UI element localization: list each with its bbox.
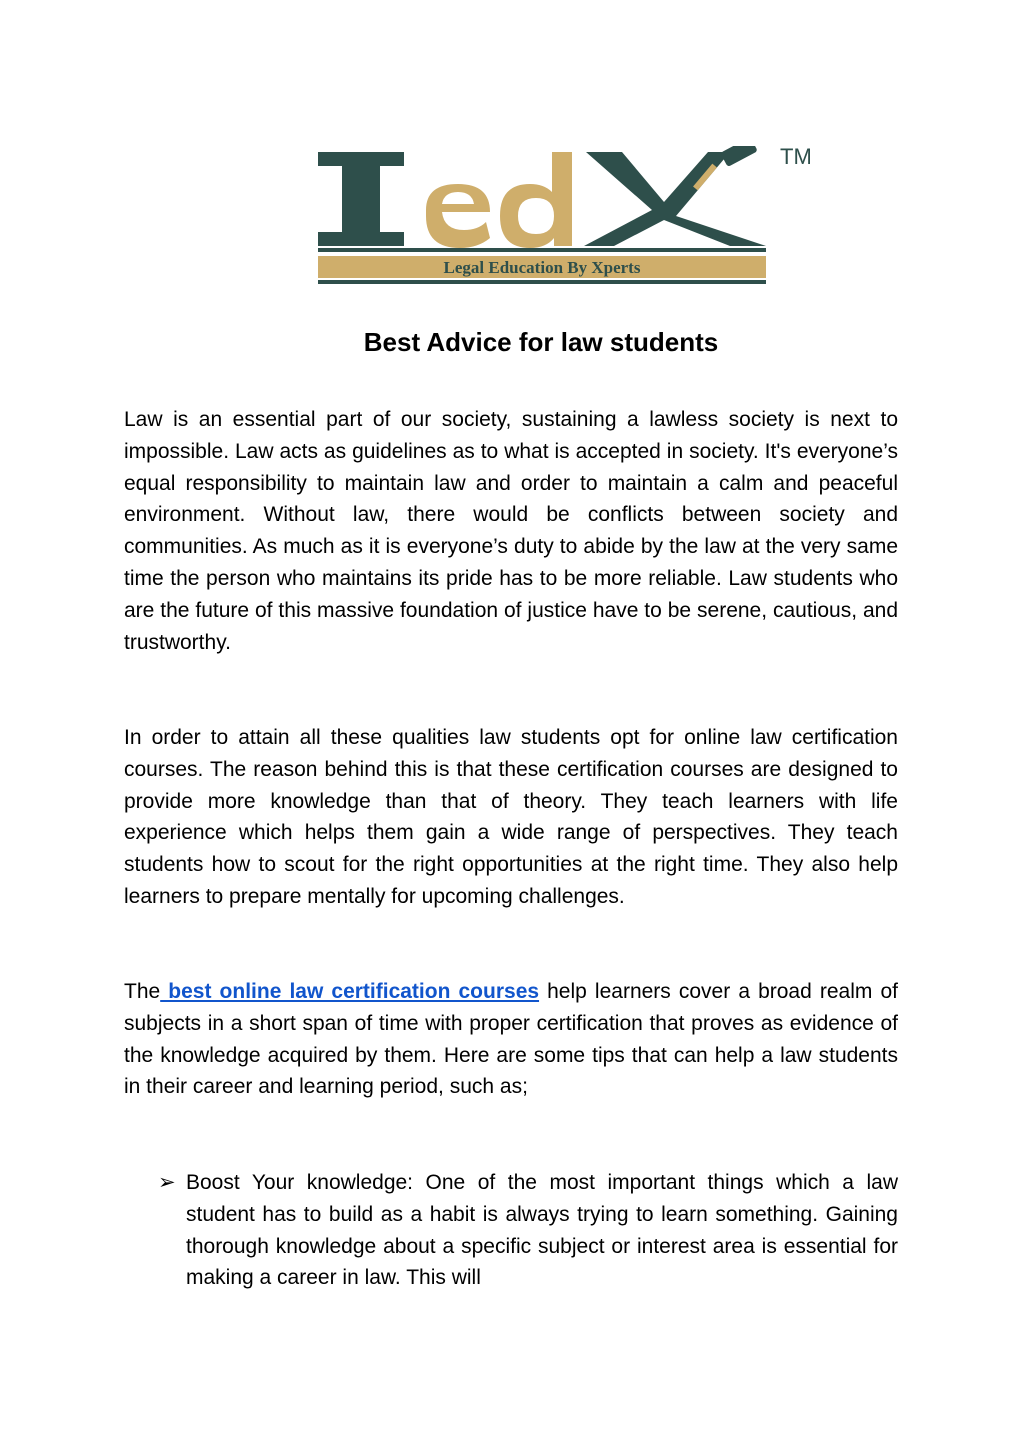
arrow-bullet-icon: ➢ — [158, 1171, 176, 1194]
logo-tagline: Legal Education By Xperts — [443, 258, 641, 277]
logo-trademark: TM — [780, 146, 810, 169]
list-item — [158, 1167, 898, 1294]
paragraph-certification: In order to attain all these qualities law students opt for online law certification courses. The reason behind this is that these certification courses are designed to provide more knowledge than that of theory. They teach learners with life experience which helps them gain a wide range of perspectives. They teach students how to scout for the right opportunities at the right time. They also help learners to prepare mentally for upcoming challenges. — [124, 726, 898, 908]
paragraph-courses — [124, 976, 898, 1103]
paragraph-courses-end: help learners cover a broad realm of subjects in a short span of time with proper certification that proves as evidence of the knowledge acquired by them. Here are some tips that can help a law students in their career and learning period, such as; — [124, 980, 898, 1099]
paragraph-intro: Law is an essential part of our society, sustaining a lawless society is next to impossible. Law acts as guidelines as to what is accepted in society. It's everyone’s equal responsibility to maintain law and order to maintain a calm and peaceful environment. Without law, there would be conflicts between society and communities. As much as it is everyone’s duty to abide by the law at the very same time the person who maintains its pride has to be more reliable. Law students who are the future of this massive foundation of justice have to be serene, cautious, and trustworthy. — [124, 408, 898, 654]
ledx-logo — [318, 146, 810, 288]
ledx-logo-graphic — [318, 146, 810, 288]
paragraph-courses-start: The — [124, 980, 161, 1003]
bullet-text-boost-knowledge: Boost Your knowledge: One of the most important things which a law student has to build as a habit is always trying to learn something. Gaining thorough knowledge about a specific subject or interest area is essential for making a career in law. This will — [186, 1171, 898, 1290]
page-title: Best Advice for law students — [363, 327, 719, 357]
best-online-courses-link[interactable]: best online law certification courses — [160, 980, 540, 1003]
